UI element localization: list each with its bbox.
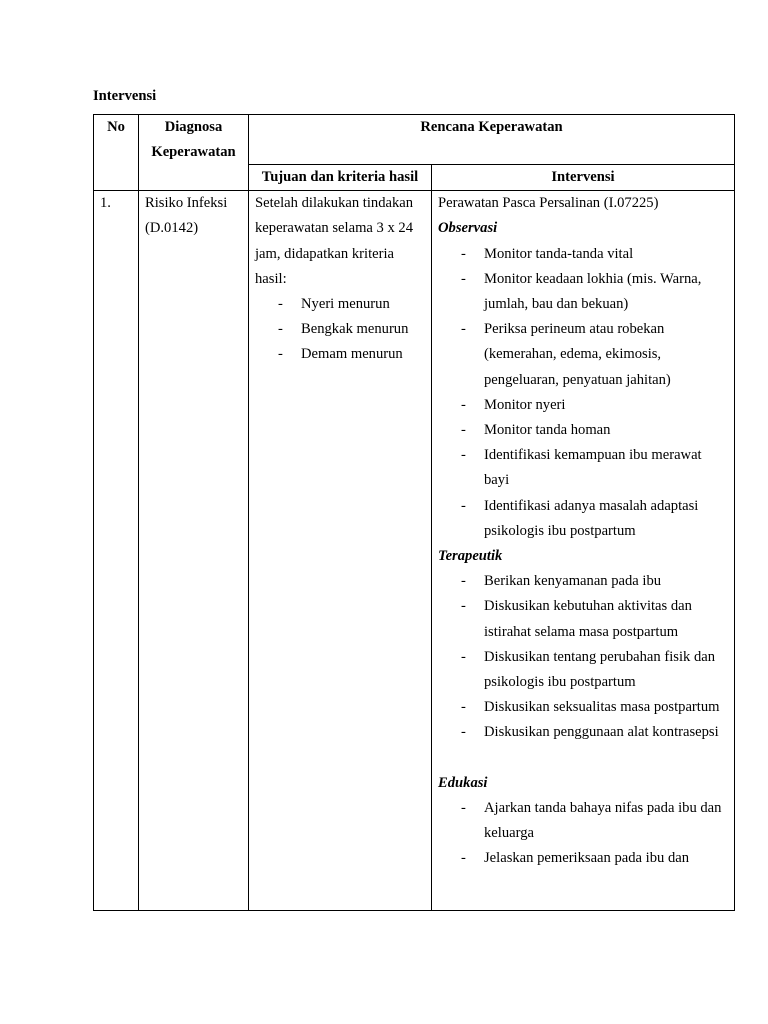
intervensi-title: Perawatan Pasca Persalinan (I.07225)	[438, 195, 659, 212]
edukasi-label: Edukasi	[438, 774, 488, 791]
list-item: - Jelaskan pemeriksaan pada ibu dan	[461, 850, 690, 867]
list-item: - Nyeri menurun	[278, 296, 390, 313]
observasi-list	[438, 242, 728, 544]
list-item: - Periksa perineum atau robekan (kemerahan, edema, ekimosis, pengeluaran, penyatuan jahitan)	[461, 321, 671, 388]
list-item: - Diskusikan penggunaan alat kontrasepsi	[461, 724, 719, 741]
cell-diagnosa	[139, 191, 249, 911]
list-item: - Monitor keadaan lokhia (mis. Warna, jumlah, bau dan bekuan)	[461, 270, 702, 313]
list-item: - Monitor tanda-tanda vital	[461, 245, 634, 262]
header-tujuan: Tujuan dan kriteria hasil	[249, 165, 432, 191]
diagnosa-name: Risiko Infeksi	[145, 195, 228, 212]
cell-tujuan	[249, 191, 432, 911]
header-rencana: Rencana Keperawatan	[249, 115, 735, 165]
list-item: - Diskusikan tentang perubahan fisik dan psikologis ibu postpartum	[461, 648, 716, 691]
list-item: - Ajarkan tanda bahaya nifas pada ibu dan keluarga	[461, 800, 722, 842]
tujuan-list	[255, 292, 425, 368]
terapeutik-list	[438, 569, 728, 745]
cell-no: 1.	[94, 191, 139, 911]
list-item: - Demam menurun	[278, 346, 403, 363]
intervention-table	[93, 114, 735, 911]
table-header-row	[94, 115, 735, 165]
list-item: - Diskusikan kebutuhan aktivitas dan istirahat selama masa postpartum	[461, 598, 692, 640]
edukasi-list	[438, 796, 728, 872]
list-item: - Bengkak menurun	[278, 321, 409, 338]
observasi-label: Observasi	[438, 220, 498, 237]
cell-intervensi	[432, 191, 735, 911]
list-item: - Identifikasi adanya masalah adaptasi psikologis ibu postpartum	[461, 497, 699, 539]
header-no: No	[94, 115, 139, 191]
section-heading: Intervensi	[93, 88, 157, 104]
header-diagnosa: Diagnosa Keperawatan	[139, 115, 249, 191]
list-item: - Diskusikan seksualitas masa postpartum	[461, 699, 720, 716]
list-item: - Berikan kenyamanan pada ibu	[461, 573, 662, 590]
tujuan-text: Setelah dilakukan tindakan keperawatan selama 3 x 24 jam, didapatkan kriteria hasil:	[255, 195, 414, 287]
header-intervensi: Intervensi	[432, 165, 735, 191]
diagnosa-code: (D.0142)	[145, 220, 199, 237]
list-item: - Monitor tanda homan	[461, 422, 611, 439]
list-item: - Identifikasi kemampuan ibu merawat bayi	[461, 447, 702, 489]
list-item: - Monitor nyeri	[461, 396, 566, 413]
blank-line	[438, 746, 728, 771]
table-row	[94, 191, 735, 911]
terapeutik-label: Terapeutik	[438, 548, 503, 565]
